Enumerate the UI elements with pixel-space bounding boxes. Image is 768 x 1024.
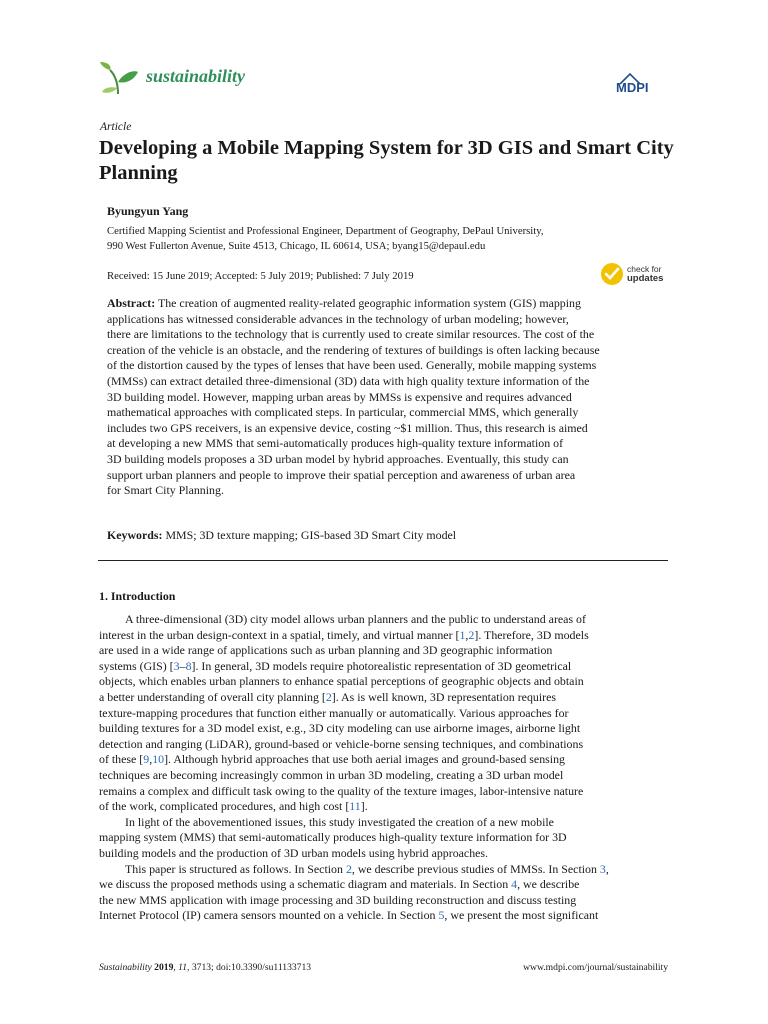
- paragraph-line: [99, 908, 671, 924]
- abstract-line: Abstract: The creation of augmented reality-related geographic information system (GIS) mapping: [107, 296, 581, 310]
- reference-link[interactable]: 2: [325, 689, 332, 704]
- introduction-body: [99, 612, 671, 924]
- reference-link[interactable]: 4: [511, 877, 518, 892]
- abstract-line: mathematical approaches with complicated steps. In particular, commercial MMS, which generally: [107, 405, 579, 420]
- paragraph-line: [99, 830, 671, 846]
- paragraph-line: [99, 877, 671, 893]
- text-run: ,: [149, 752, 153, 767]
- reference-link[interactable]: 2: [345, 861, 352, 876]
- text-run: Internet Protocol (IP) camera sensors mounted on a vehicle. In Section: [99, 908, 439, 923]
- abstract: [107, 296, 669, 499]
- affiliation: [107, 224, 667, 254]
- paragraph-line: [99, 721, 671, 737]
- text-run: ]. Therefore, 3D models: [474, 627, 589, 642]
- keywords-label: Keywords:: [107, 528, 163, 542]
- text-run: A three-dimensional (3D) city model allows urban planners and the public to understand areas of: [125, 612, 586, 626]
- text-run: a better understanding of overall city planning [: [99, 689, 326, 704]
- reference-link[interactable]: 2: [468, 627, 475, 642]
- text-run: , we describe: [517, 877, 580, 892]
- text-run: In light of the abovementioned issues, this study investigated the creation of a new mobile: [125, 814, 554, 829]
- text-run: ,: [605, 861, 609, 876]
- article-type: Article: [100, 121, 132, 133]
- text-run: techniques are becoming increasingly common in urban 3D modeling, creating a 3D urban model: [99, 767, 564, 782]
- text-run: detection and ranging (LiDAR), ground-based or vehicle-borne sensing techniques, and combinations: [99, 736, 584, 751]
- text-run: ]. In general, 3D models require photorealistic representation of 3D geometrical: [191, 658, 572, 673]
- paragraph-line: [99, 612, 671, 628]
- text-run: building models and the production of 3D urban models using hybrid approaches.: [99, 845, 489, 860]
- journal-url-link[interactable]: www.mdpi.com/journal/sustainability: [523, 962, 668, 973]
- paragraph-line: [99, 799, 671, 815]
- footer-citation: Sustainability 2019, 11, 3713; doi:10.3390/su11133713: [99, 962, 312, 973]
- text-run: ]. As is well known, 3D representation requires: [331, 689, 557, 704]
- text-run: texture-mapping procedures that function either manually or automatically. Various approaches for: [99, 705, 569, 720]
- affiliation-line: 990 West Fullerton Avenue, Suite 4513, Chicago, IL 60614, USA; byang15@depaul.edu: [107, 240, 486, 252]
- abstract-label: Abstract:: [107, 296, 156, 310]
- abstract-line: includes two GPS receivers, is an expensive device, costing ~$1 million. Thus, this research is aimed: [107, 420, 588, 435]
- text-run: are used in a wide range of applications such as urban planning and 3D geographic information: [99, 643, 553, 658]
- text-run: ].: [360, 799, 368, 814]
- paragraph-line: [99, 674, 671, 690]
- text-run: of these [: [99, 752, 144, 767]
- text-run: ]. Although hybrid approaches that use both aerial images and ground-based sensing: [164, 752, 565, 767]
- keywords-text: MMS; 3D texture mapping; GIS-based 3D Smart City model: [162, 528, 457, 542]
- abstract-line: 3D building models proposes a 3D urban model by hybrid approaches. Eventually, this study can: [107, 451, 569, 466]
- text-run: This paper is structured as follows. In Section: [125, 861, 346, 876]
- text-run: interest in the urban design-context in a spatial, timely, and virtual manner [: [99, 627, 460, 642]
- text-run: –: [179, 658, 186, 673]
- text-run: of the work, complicated procedures, and high cost [: [99, 799, 350, 814]
- text-run: systems (GIS) [: [99, 658, 174, 673]
- keywords: [107, 528, 456, 543]
- text-run: the new MMS application with image processing and 3D building reconstruction and discuss testing: [99, 892, 577, 907]
- abstract-line: of the distortion caused by the types of lenses that have been used. Generally, mobile mapping systems: [107, 358, 597, 373]
- updates-label: updates: [627, 273, 664, 284]
- abstract-line: for Smart City Planning.: [107, 483, 224, 498]
- text-run: building textures for a 3D model exist, e.g., 3D city modeling can use airborne images, airborne light: [99, 721, 581, 736]
- paragraph-line: [99, 628, 671, 644]
- reference-link[interactable]: 3: [599, 861, 606, 876]
- paragraph-line: [99, 862, 671, 878]
- abstract-line: at developing a new MMS that semi-automatically produces high-quality texture information of: [107, 436, 564, 451]
- reference-link[interactable]: 10: [152, 752, 165, 767]
- mdpi-logo: [614, 72, 668, 96]
- abstract-line: applications has witnessed considerable advances in the technology of urban modeling; however,: [107, 311, 569, 326]
- paragraph-line: [99, 752, 671, 768]
- reference-link[interactable]: 1: [459, 627, 466, 642]
- paragraph-line: [99, 846, 671, 862]
- abstract-line: (MMSs) can extract detailed three-dimensional (3D) data with high quality texture information of the: [107, 373, 590, 388]
- reference-link[interactable]: 5: [438, 908, 445, 923]
- paragraph-line: [99, 690, 671, 706]
- leaf-icon: [98, 60, 140, 96]
- paragraph-line: [99, 737, 671, 753]
- text-run: remains a complex and difficult task owing to the quality of the texture images, labor-intensive nature: [99, 783, 584, 798]
- check-for-updates-icon: [600, 262, 624, 286]
- paragraph-line: [99, 643, 671, 659]
- mdpi-logo-text: MDPI: [616, 80, 649, 95]
- paragraph-line: [99, 893, 671, 909]
- publication-dates: Received: 15 June 2019; Accepted: 5 July 2019; Published: 7 July 2019: [107, 270, 414, 282]
- text-run: objects, which enables urban planners to enhance spatial perceptions of geographic objects and obtain: [99, 674, 584, 689]
- text-run: ,: [465, 627, 469, 642]
- abstract-line: 3D building model. However, mapping urban areas by MMSs is expensive and requires advanced: [107, 389, 572, 404]
- abstract-line: creation of the vehicle is an obstacle, and the rendering of textures of buildings is often lacking because: [107, 342, 600, 357]
- section-heading: 1. Introduction: [99, 589, 176, 603]
- text-run: mapping system (MMS) that semi-automatically produces high-quality texture information for 3D: [99, 830, 567, 845]
- paragraph-line: [99, 706, 671, 722]
- abstract-line: support urban planners and people to improve their spatial perception and awareness of urban area: [107, 467, 576, 482]
- paragraph-line: [99, 659, 671, 675]
- text-run: , we present the most significant: [444, 908, 599, 923]
- check-for-updates-button[interactable]: [600, 262, 672, 288]
- reference-link[interactable]: 9: [143, 752, 150, 767]
- text-run: , we describe previous studies of MMSs. In Section: [351, 861, 600, 876]
- paragraph-line: [99, 815, 671, 831]
- text-run: we discuss the proposed methods using a schematic diagram and materials. In Section: [99, 877, 512, 892]
- reference-link[interactable]: 8: [185, 658, 192, 673]
- reference-link[interactable]: 11: [349, 799, 361, 814]
- author-name: Byungyun Yang: [107, 204, 189, 218]
- section-divider: [98, 560, 668, 561]
- paragraph-line: [99, 768, 671, 784]
- paragraph-line: [99, 784, 671, 800]
- check-for-label: check for: [627, 264, 662, 274]
- abstract-line: there are limitations to the technology that is currently used to create similar resources. The cost of the: [107, 327, 595, 342]
- affiliation-line: Certified Mapping Scientist and Professional Engineer, Department of Geography, DePaul University,: [107, 225, 544, 237]
- reference-link[interactable]: 3: [173, 658, 180, 673]
- article-title: Developing a Mobile Mapping System for 3D GIS and Smart City Planning: [99, 137, 674, 184]
- journal-name: sustainability: [146, 66, 246, 86]
